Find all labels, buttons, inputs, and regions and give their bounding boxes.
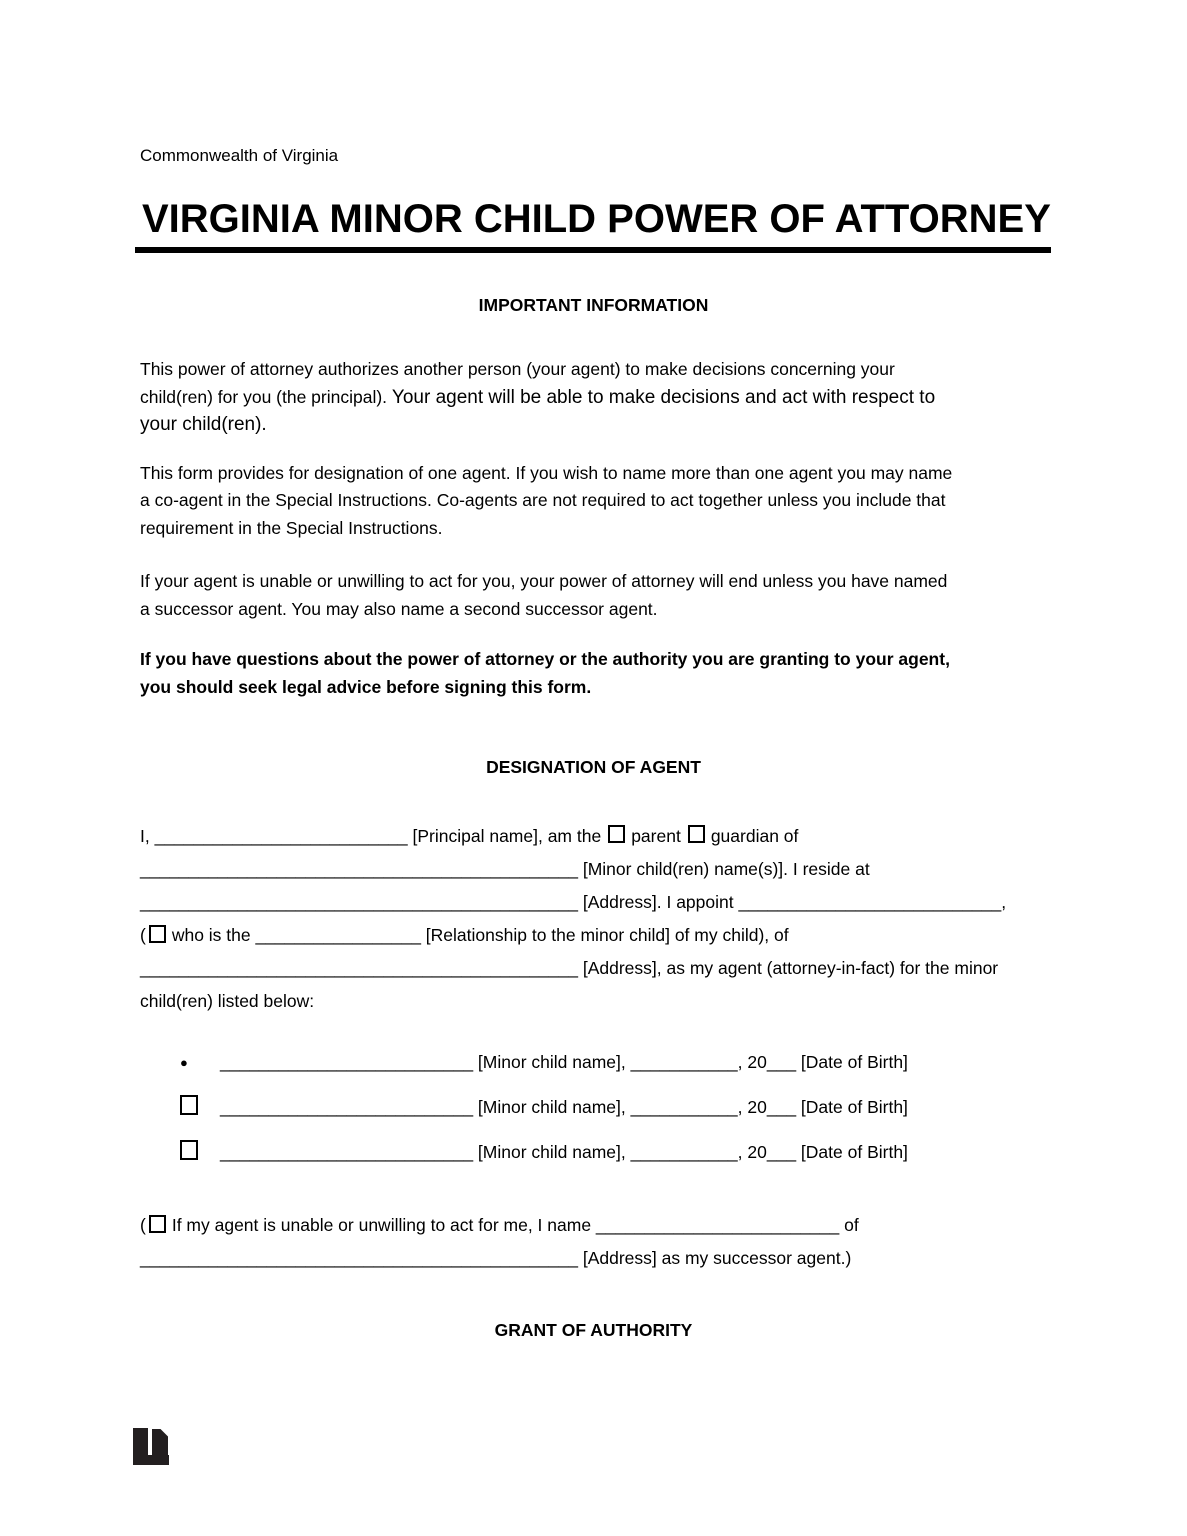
minor-child-row [140,1130,1047,1175]
designation-form [140,820,1047,1018]
form-text: _____________________________________________ [Minor child(ren) name(s)]. I reside at [140,859,870,879]
paragraph-one-agent [140,460,1047,543]
agent-address-line [140,952,1047,985]
successor-agent-line [140,1209,1047,1242]
paragraph-text: your child(ren). [140,414,267,435]
minor-child-row-text: __________________________ [Minor child name], ___________, 20___ [Date of Birth] [220,1142,908,1162]
paragraph-line [140,568,1047,596]
paragraph-authorization [140,356,1047,439]
form-text: _____________________________________________ [Address]. I appoint ___________________________, [140,892,1007,912]
paragraph-text: If your agent is unable or unwilling to act for you, your power of attorney will end unless you have named [140,571,948,591]
paragraph-text: requirement in the Special Instructions. [140,517,443,538]
paragraph-line [140,515,1047,543]
principal-address-appoint-line [140,886,1047,919]
paragraph-legal-advice [140,646,1047,701]
legal-templates-logo [133,1428,169,1465]
successor-agent-address-line [140,1242,1047,1275]
paragraph-successor-info [140,568,1047,623]
paragraph-text: Your agent will be able to make decisions and act with respect to [391,386,936,408]
row-marker-cell [180,1130,220,1175]
section-heading-designation-of-agent: DESIGNATION OF AGENT [486,757,701,777]
row-marker-cell [180,1085,220,1130]
parent-checkbox[interactable] [608,825,625,843]
guardian-checkbox-label: guardian of [710,826,799,846]
paragraph-text: If you have questions about the power of attorney or the authority you are granting to your agent, [140,649,950,669]
form-text: ( [140,925,146,945]
relationship-checkbox[interactable] [149,925,166,943]
agent-relationship-line [140,919,1047,952]
form-text: child(ren) listed below: [140,991,315,1011]
bullet-icon: ● [180,1055,188,1070]
minor-child-checkbox[interactable] [180,1095,198,1115]
form-text: I, __________________________ [Principal name], am the [140,826,602,846]
jurisdiction-note: Commonwealth of Virginia [140,146,339,165]
paragraph-text: a successor agent. You may also name a second successor agent. [140,598,658,619]
minor-child-checkbox[interactable] [180,1140,198,1160]
paragraph-line [140,411,1047,439]
paragraph-line [140,487,1047,515]
form-text: _____________________________________________ [Address] as my successor agent.) [140,1248,852,1268]
paragraph-text: child(ren) for you (the principal). [140,386,392,407]
paragraph-line [140,646,1047,674]
paragraph-line [140,356,1047,384]
minor-child-row-text: __________________________ [Minor child name], ___________, 20___ [Date of Birth] [220,1097,908,1117]
minor-child-row-text: __________________________ [Minor child name], ___________, 20___ [Date of Birth] [220,1052,908,1072]
minor-children-names-line [140,853,1047,886]
paragraph-line [140,596,1047,624]
section-heading-grant-of-authority: GRANT OF AUTHORITY [494,1320,693,1340]
document-title: VIRGINIA MINOR CHILD POWER OF ATTORNEY [135,196,1051,253]
minor-child-row [140,1040,1047,1085]
form-text: _____________________________________________ [Address], as my agent (attorney-in-fact) for the minor [140,958,999,978]
paragraph-text: a co-agent in the Special Instructions. Co-agents are not required to act together unless you include that [140,490,946,510]
paragraph-text: you should seek legal advice before signing this form. [140,676,592,697]
parent-checkbox-label: parent [631,826,681,846]
row-marker-cell [180,1040,220,1085]
form-text: who is the _________________ [Relationship to the minor child] of my child), of [171,925,789,945]
successor-agent-checkbox[interactable] [149,1215,166,1233]
paragraph-line [140,384,1047,412]
paragraph-line [140,460,1047,488]
principal-name-line [140,820,1047,853]
form-text: ( [140,1215,146,1235]
guardian-checkbox[interactable] [688,825,705,843]
minor-child-row [140,1085,1047,1130]
children-listed-below-line [140,985,1047,1018]
section-heading-important-information: IMPORTANT INFORMATION [478,295,709,315]
form-text: If my agent is unable or unwilling to act for me, I name _________________________ of [171,1215,859,1235]
successor-agent-block [140,1209,1047,1275]
paragraph-text: This power of attorney authorizes another person (your agent) to make decisions concerning your [140,359,895,379]
paragraph-line [140,674,1047,702]
minor-children-list [140,1040,1047,1175]
paragraph-text: This form provides for designation of one agent. If you wish to name more than one agent you may name [140,462,953,483]
